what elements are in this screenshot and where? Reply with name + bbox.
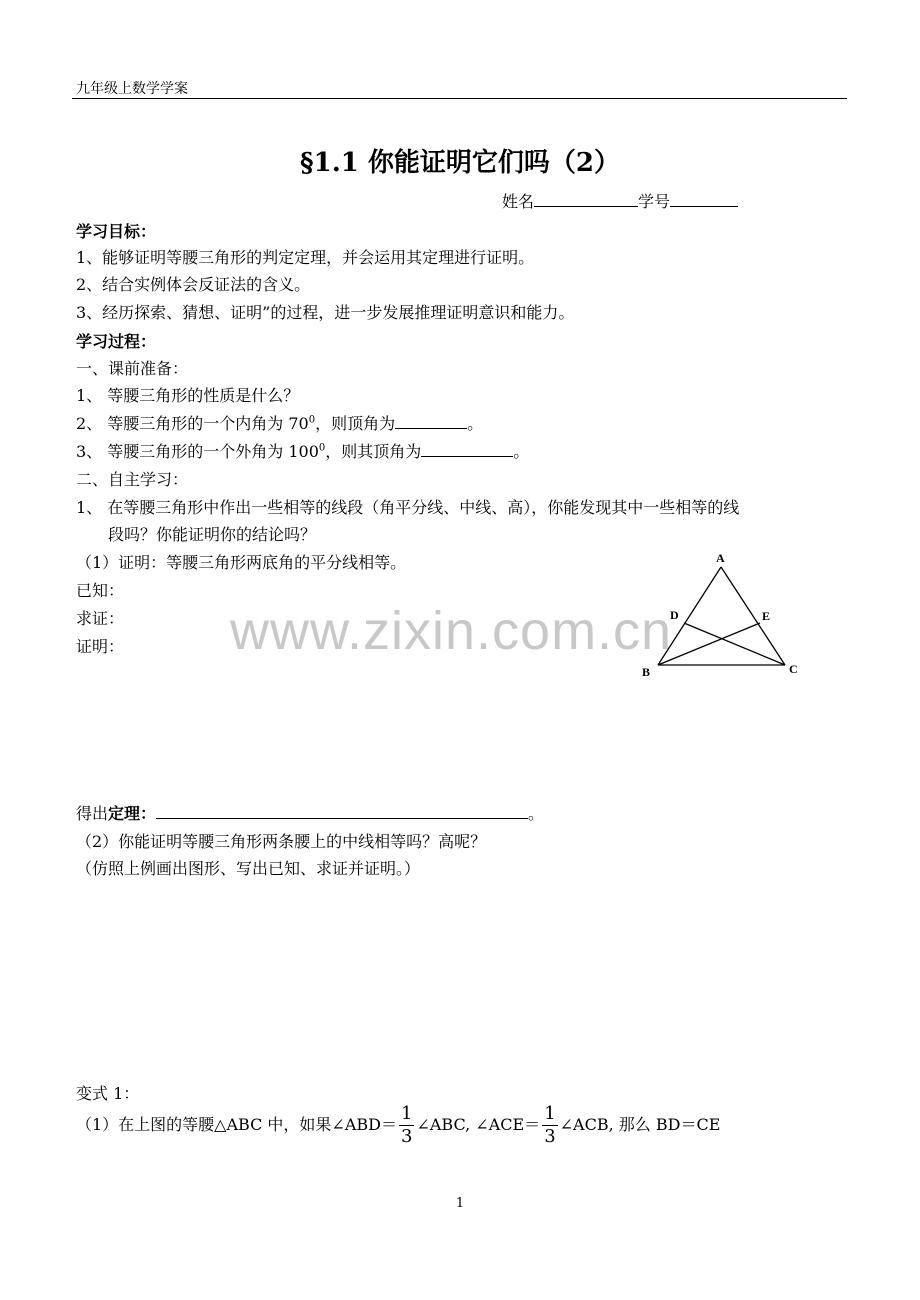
section-preparation: 一、课前准备： — [76, 359, 189, 378]
process-heading: 学习过程： — [76, 332, 157, 351]
segment-cd — [684, 623, 785, 665]
goals-heading: 学习目标： — [76, 222, 157, 241]
vertex-label-c: C — [789, 662, 798, 676]
goal-item-3: 3、经历探索、猜想、证明”的过程，进一步发展推理证明意识和能力。 — [76, 303, 575, 322]
page-number: 1 — [455, 1196, 465, 1211]
fraction-one-third — [542, 1103, 557, 1148]
header-divider — [72, 98, 847, 99]
goal-item-2: 2、结合实例体会反证法的含义。 — [76, 275, 311, 294]
question-1: 1、 等腰三角形的性质是什么？ — [76, 386, 300, 405]
variant-text-b: ∠ABC, ∠ACE＝ — [416, 1115, 541, 1134]
id-field[interactable] — [670, 192, 738, 207]
question-2-end: 。 — [467, 414, 484, 433]
watermark: www.zixin.com.cn — [230, 601, 673, 661]
proof-label: 证明： — [76, 637, 125, 656]
theorem-end: 。 — [528, 804, 545, 823]
degree-sup: 0 — [318, 442, 326, 454]
fraction-numerator: 1 — [544, 1103, 556, 1124]
known-label: 已知： — [76, 581, 125, 600]
side-ac — [721, 567, 785, 665]
variant-text-a: （1）在上图的等腰△ABC 中，如果∠ABD＝ — [76, 1115, 397, 1134]
part-2-statement: （2）你能证明等腰三角形两条腰上的中线相等吗？高呢？ — [76, 832, 487, 851]
vertex-label-b: B — [642, 665, 651, 679]
part-2-hint: （仿照上例画出图形、写出已知、求证并证明。） — [76, 859, 421, 878]
fraction-numerator: 1 — [400, 1103, 413, 1124]
task-1-line-2: 段吗？你能证明你的结论吗？ — [108, 525, 317, 544]
question-3-text-b: ，则其顶角为 — [325, 442, 422, 461]
section-self-study: 二、自主学习： — [76, 470, 189, 489]
name-id-line — [502, 189, 738, 212]
goal-item-1: 1、能够证明等腰三角形的判定定理，并会运用其定理进行证明。 — [76, 248, 535, 267]
page-title: §1.1 你能证明它们吗（2） — [300, 148, 620, 178]
task-1-line-1: 1、 在等腰三角形中作出一些相等的线段（角平分线、中线、高），你能发现其中一些相等的线 — [76, 498, 740, 517]
question-3-end: 。 — [513, 442, 530, 461]
point-label-e: E — [762, 609, 771, 623]
segment-be — [658, 623, 760, 665]
question-3 — [76, 439, 529, 462]
theorem-blank[interactable] — [156, 804, 528, 819]
question-2-text: 2、 等腰三角形的一个内角为 70 — [76, 414, 309, 433]
variant-text-c: ∠ACB, 那么 BD＝CE — [559, 1115, 721, 1134]
name-field[interactable] — [534, 192, 638, 207]
variant-heading: 变式 1： — [76, 1084, 140, 1103]
part-1-statement: （1）证明：等腰三角形两底角的平分线相等。 — [76, 553, 407, 572]
degree-sup: 0 — [308, 414, 316, 426]
fraction-denominator: 3 — [544, 1126, 556, 1147]
variant-1-statement — [76, 1103, 720, 1148]
theorem-label: 定理： — [108, 804, 157, 823]
point-label-d: D — [670, 608, 679, 622]
question-3-text: 3、 等腰三角形的一个外角为 100 — [76, 442, 319, 461]
fraction-one-third — [399, 1103, 414, 1148]
answer-blank-3[interactable] — [421, 442, 513, 457]
theorem-line — [76, 801, 544, 824]
question-2 — [76, 411, 483, 434]
name-label: 姓名 — [502, 192, 535, 211]
answer-blank-2[interactable] — [395, 414, 467, 429]
fraction-denominator: 3 — [400, 1126, 413, 1147]
id-label: 学号 — [638, 192, 671, 211]
vertex-label-a: A — [716, 551, 725, 565]
prove-label: 求证： — [76, 609, 125, 628]
theorem-prefix: 得出 — [76, 804, 109, 823]
header-title: 九年级上数学学案 — [76, 81, 188, 97]
question-2-text-b: ，则顶角为 — [315, 414, 396, 433]
